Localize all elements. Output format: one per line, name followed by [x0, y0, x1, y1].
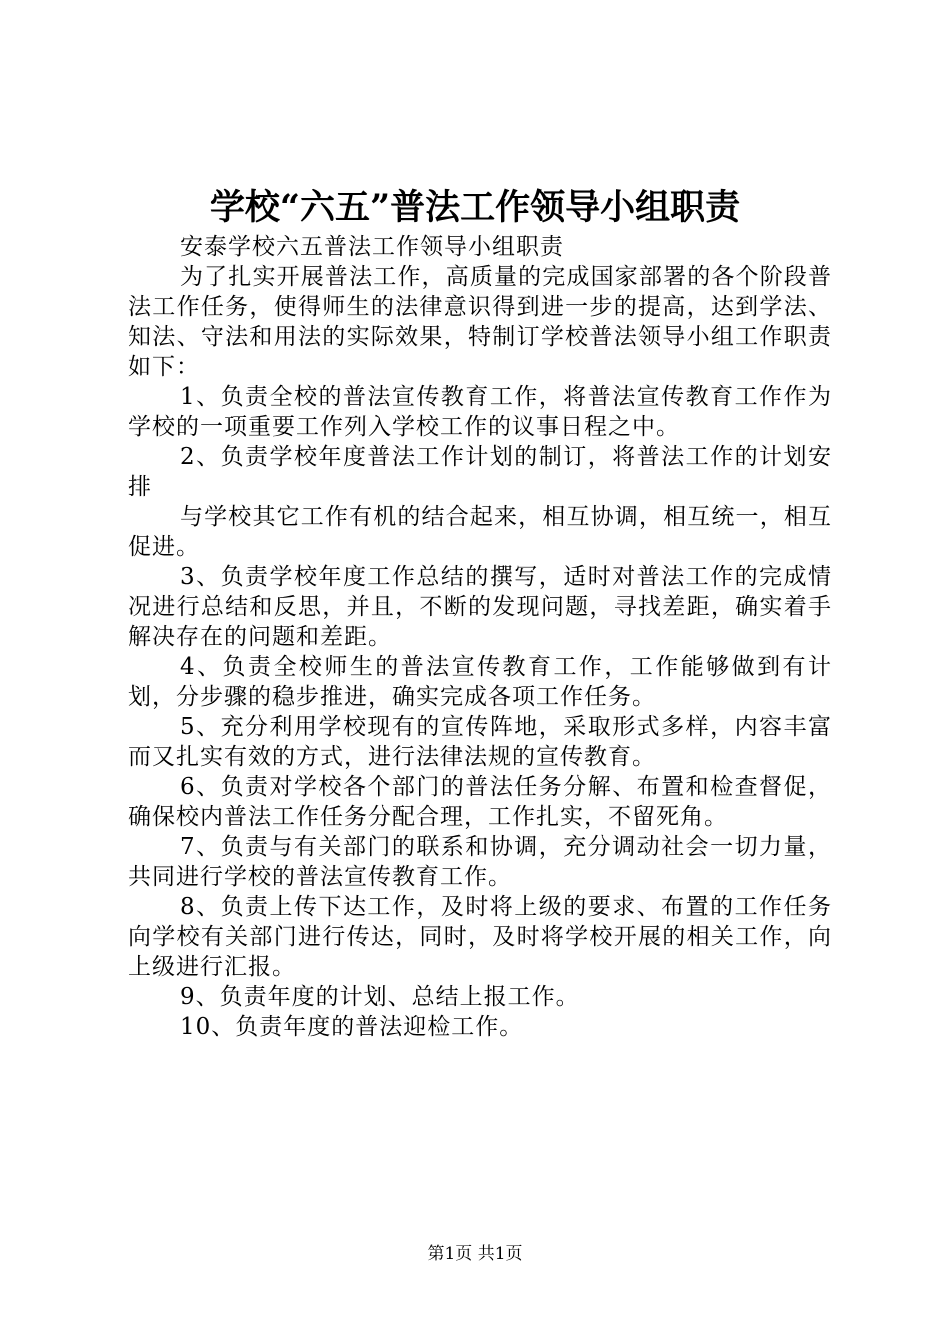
page-number-footer: 第1页 共1页	[427, 1244, 523, 1264]
duty-item-1: 1、负责全校的普法宣传教育工作，将普法宣传教育工作作为学校的一项重要工作列入学校工作的议事日程之中。	[128, 384, 832, 440]
duty-item-3: 3、负责学校年度工作总结的撰写，适时对普法工作的完成情况进行总结和反思，并且，不断的发现问题，寻找差距，确实着手解决存在的问题和差距。	[128, 564, 832, 650]
document-subtitle: 安泰学校六五普法工作领导小组职责	[180, 234, 564, 260]
document-body	[128, 232, 832, 1042]
duty-item-6: 6、负责对学校各个部门的普法任务分解、布置和检查督促，确保校内普法工作任务分配合理，工作扎实，不留死角。	[128, 774, 832, 830]
intro-paragraph: 为了扎实开展普法工作，高质量的完成国家部署的各个阶段普法工作任务，使得师生的法律意识得到进一步的提高，达到学法、知法、守法和用法的实际效果，特制订学校普法领导小组工作职责如下：	[128, 264, 832, 380]
duty-item-8: 8、负责上传下达工作，及时将上级的要求、布置的工作任务向学校有关部门进行传达，同时，及时将学校开展的相关工作，向上级进行汇报。	[128, 894, 832, 980]
duty-item-9: 9、负责年度的计划、总结上报工作。	[180, 984, 580, 1010]
duty-item-4: 4、负责全校师生的普法宣传教育工作，工作能够做到有计划，分步骤的稳步推进，确实完成各项工作任务。	[128, 654, 832, 710]
duty-item-10: 10、负责年度的普法迎检工作。	[180, 1014, 524, 1040]
duty-item-2-continued: 与学校其它工作有机的结合起来，相互协调，相互统一，相互促进。	[128, 504, 832, 560]
duty-item-5: 5、充分利用学校现有的宣传阵地，采取形式多样，内容丰富而又扎实有效的方式，进行法律法规的宣传教育。	[128, 714, 832, 770]
document-title: 学校“六五”普法工作领导小组职责	[209, 187, 741, 228]
duty-item-2: 2、负责学校年度普法工作计划的制订，将普法工作的计划安排	[128, 444, 832, 500]
duty-item-7: 7、负责与有关部门的联系和协调，充分调动社会一切力量，共同进行学校的普法宣传教育工作。	[128, 834, 832, 890]
